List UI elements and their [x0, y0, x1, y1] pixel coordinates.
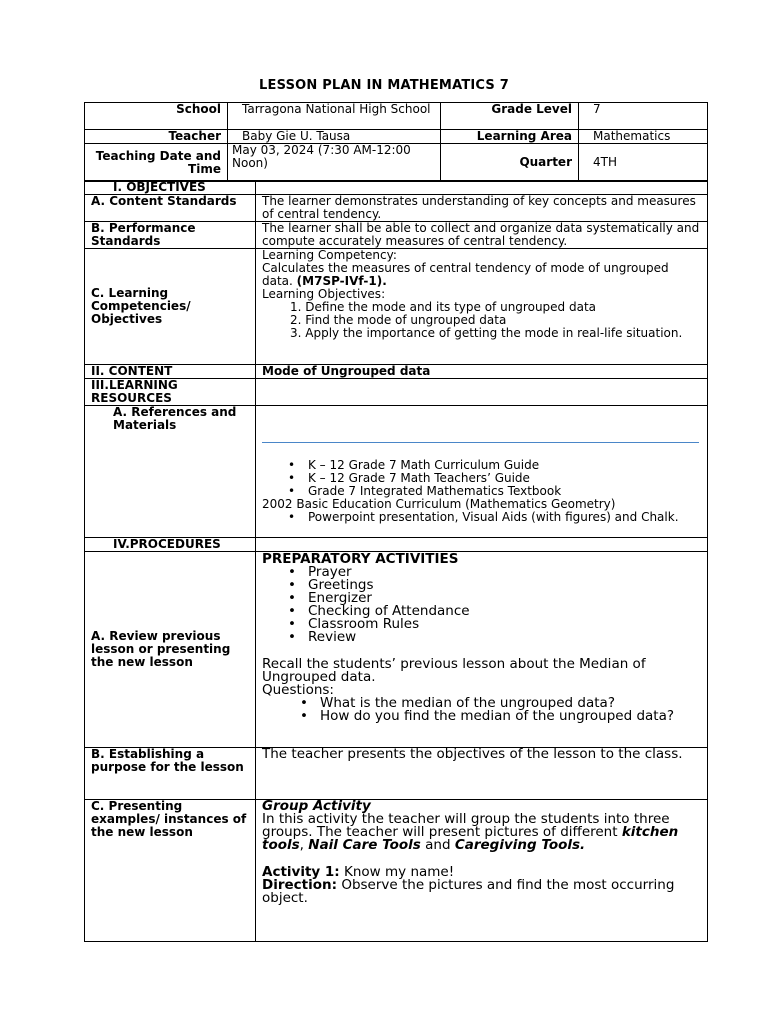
prep-item: • Review	[308, 631, 701, 644]
objectives-heading-empty	[256, 181, 708, 195]
content-standards-label: A. Content Standards	[85, 195, 256, 222]
preparatory-heading: PREPARATORY ACTIVITIES	[262, 551, 459, 567]
teacher-value: Baby Gie U. Tausa	[228, 130, 441, 144]
content-value: Mode of Ungrouped data	[256, 365, 708, 379]
examples-label: C. Presenting examples/ instances of the new lesson	[85, 800, 256, 942]
recall-text: Recall the students’ previous lesson about the Median of Ungrouped data.	[262, 656, 646, 685]
content-standards-text: The learner demonstrates understanding of key concepts and measures of central tendency.	[256, 195, 708, 222]
competency-heading: Learning Competency:	[262, 248, 397, 262]
direction-text: Observe the pictures and find the most occurring object.	[262, 877, 675, 906]
preparatory-list	[262, 566, 701, 644]
teacher-label: Teacher	[85, 130, 228, 144]
review-cell	[256, 552, 708, 748]
resources-heading: III.LEARNING RESOURCES	[85, 379, 256, 406]
group-text: In this activity the teacher will group the students into three groups. The teacher will present pictures of different	[262, 811, 670, 840]
group-activity-text	[262, 813, 701, 852]
performance-standards-text: The learner shall be able to collect and organize data systematically and compute accurately measures of central tendency.	[256, 222, 708, 249]
quarter-value: 4TH	[579, 144, 708, 182]
purpose-text: The teacher presents the objectives of the lesson to the class.	[256, 748, 708, 800]
reference-item: • Grade 7 Integrated Mathematics Textbook	[308, 485, 701, 498]
activity-text: Know my name!	[344, 864, 455, 880]
competencies-label: C. Learning Competencies/ Objectives	[85, 249, 256, 365]
procedures-heading-empty	[256, 538, 708, 552]
competency-code: (M7SP-IVf-1).	[296, 274, 387, 288]
examples-cell	[256, 800, 708, 942]
grade-level-label: Grade Level	[441, 103, 579, 130]
reference-item: • K – 12 Grade 7 Math Curriculum Guide	[308, 459, 701, 472]
prep-item: • Checking of Attendance	[308, 605, 701, 618]
review-label: A. Review previous lesson or presenting the new lesson	[85, 552, 256, 748]
questions-list	[262, 697, 701, 723]
page-title: LESSON PLAN IN MATHEMATICS 7	[259, 78, 509, 93]
learning-area-value: Mathematics	[579, 130, 708, 144]
content-heading: II. CONTENT	[85, 365, 256, 379]
objective-item-2: 2. Find the mode of ungrouped data	[290, 313, 507, 327]
references-list	[262, 459, 701, 498]
question-item: • How do you find the median of the ungrouped data?	[320, 710, 701, 723]
group-activity-heading: Group Activity	[262, 798, 371, 814]
procedures-heading: IV.PROCEDURES	[85, 538, 256, 552]
objectives-heading: I. OBJECTIVES	[85, 181, 256, 195]
direction-label: Direction:	[262, 877, 338, 893]
reference-item: • K – 12 Grade 7 Math Teachers’ Guide	[308, 472, 701, 485]
competency-text	[262, 262, 701, 288]
school-label: School	[85, 103, 228, 130]
teaching-date-value: May 03, 2024 (7:30 AM-12:00 Noon)	[228, 144, 441, 182]
objective-item-3: 3. Apply the importance of getting the mode in real-life situation.	[290, 326, 683, 340]
performance-standards-label: B. Performance Standards	[85, 222, 256, 249]
resources-heading-empty	[256, 379, 708, 406]
caregiving-tools-text: Caregiving Tools.	[454, 837, 586, 853]
grade-level-value: 7	[579, 103, 708, 130]
group-and-text: and	[425, 837, 451, 853]
group-separator: ,	[299, 837, 304, 853]
learning-area-label: Learning Area	[441, 130, 579, 144]
prep-item: • Energizer	[308, 592, 701, 605]
reference-plain-line: 2002 Basic Education Curriculum (Mathematics Geometry)	[262, 497, 616, 511]
header-table	[84, 102, 708, 182]
prep-item: • Prayer	[308, 566, 701, 579]
prep-item: • Classroom Rules	[308, 618, 701, 631]
objectives-list-heading: Learning Objectives:	[262, 287, 386, 301]
questions-heading: Questions:	[262, 682, 334, 698]
competency-description: Calculates the measures of central tendency of mode of ungrouped data.	[262, 261, 669, 288]
references-cell	[256, 406, 708, 538]
purpose-label: B. Establishing a purpose for the lesson	[85, 748, 256, 800]
kitchen-tools-text: kitchen tools	[262, 824, 679, 853]
quarter-label: Quarter	[441, 144, 579, 182]
activity-label: Activity 1:	[262, 864, 340, 880]
question-item: • What is the median of the ungrouped data?	[320, 697, 701, 710]
lesson-table	[84, 180, 708, 942]
direction-line	[262, 879, 701, 905]
references-label: A. References and Materials	[85, 406, 256, 538]
materials-list	[262, 511, 701, 524]
school-value: Tarragona National High School	[228, 103, 441, 130]
prep-item: • Greetings	[308, 579, 701, 592]
nail-care-tools-text: Nail Care Tools	[308, 837, 421, 853]
objective-item-1: 1. Define the mode and its type of ungrouped data	[290, 300, 597, 314]
teaching-date-label: Teaching Date and Time	[85, 144, 228, 182]
competencies-cell	[256, 249, 708, 365]
material-item: • Powerpoint presentation, Visual Aids (with figures) and Chalk.	[308, 511, 701, 524]
